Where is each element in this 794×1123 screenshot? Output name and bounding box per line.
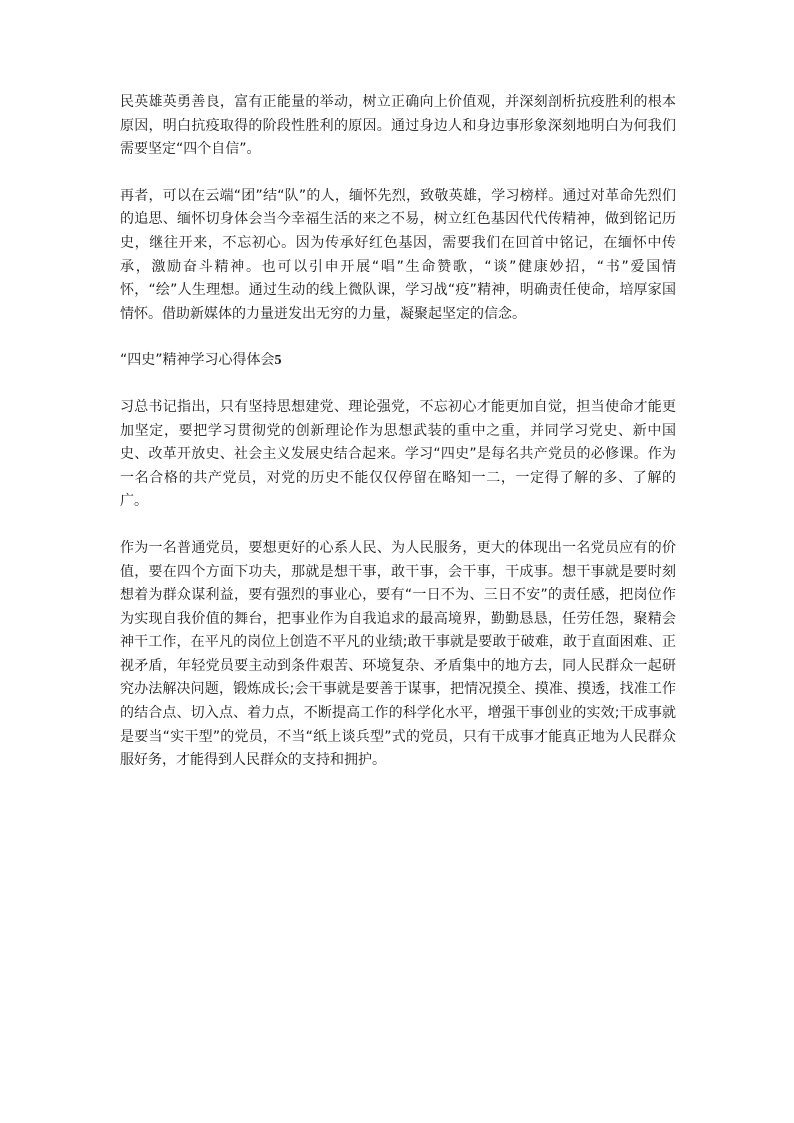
section-heading-text: “四史”精神学习心得体会: [120, 352, 275, 369]
paragraph-4: 作为一名普通党员，要想更好的心系人民、为人民服务，更大的体现出一名党员应有的价值，要在四个方面下功夫，那就是想干事，敢干事，会干事，干成事。想干事就是要时刻想着为群众谋利益，要有强烈的事业心，要有“一日不为、三日不安”的责任感，把岗位作为实现自我价值的舞台，把事业作为自我追求的最高境界，勤勤恳恳，任劳任怨，聚精会神干工作，在平凡的岗位上创造不平凡的业绩;敢干事就是要敢于破难，敢于直面困难、正视矛盾，年轻党员要主动到条件艰苦、环境复杂、矛盾集中的地方去，同人民群众一起研究办法解决问题，锻炼成长;会干事就是要善于谋事，把情况摸全、摸准、摸透，找准工作的结合点、切入点、着力点，不断提高工作的科学化水平，增强干事创业的实效;干成事就是要当“实干型”的党员，不当“纸上谈兵型”式的党员，只有干成事才能真正地为人民群众服好务，才能得到人民群众的支持和拥护。: [120, 539, 676, 769]
paragraph-1: 民英雄英勇善良，富有正能量的举动，树立正确向上价值观，并深刻剖析抗疫胜利的根本原因，明白抗疫取得的阶段性胜利的原因。通过身边人和身边事形象深刻地明白为何我们需要坚定“四个自信”。: [120, 94, 676, 158]
paragraph-2: 再者，可以在云端“团”结“队”的人，缅怀先烈，致敬英雄，学习榜样。通过对革命先烈们的追思、缅怀切身体会当今幸福生活的来之不易，树立红色基因代代传精神，做到铭记历史，继往开来，不忘初心。因为传承好红色基因，需要我们在回首中铭记，在缅怀中传承，激励奋斗精神。也可以引申开展“唱”生命赞歌，“谈”健康妙招，“书”爱国情怀，“绘”人生理想。通过生动的线上微队课，学习战“疫”精神，明确责任使命，培厚家国情怀。借助新媒体的力量迸发出无穷的力量，凝聚起坚定的信念。: [120, 187, 676, 322]
section-heading-number: 5: [274, 353, 282, 369]
document-page: [120, 91, 676, 796]
paragraph-3: 习总书记指出，只有坚持思想建党、理论强党，不忘初心才能更加自觉，担当使命才能更加坚定，要把学习贯彻党的创新理论作为思想武装的重中之重，并同学习党史、新中国史、改革开放史、社会主义发展史结合起来。学习“四史”是每名共产党员的必修课。作为一名合格的共产党员，对党的历史不能仅仅停留在略知一二，一定得了解的多、了解的广。: [120, 398, 676, 510]
section-heading: [120, 349, 676, 373]
